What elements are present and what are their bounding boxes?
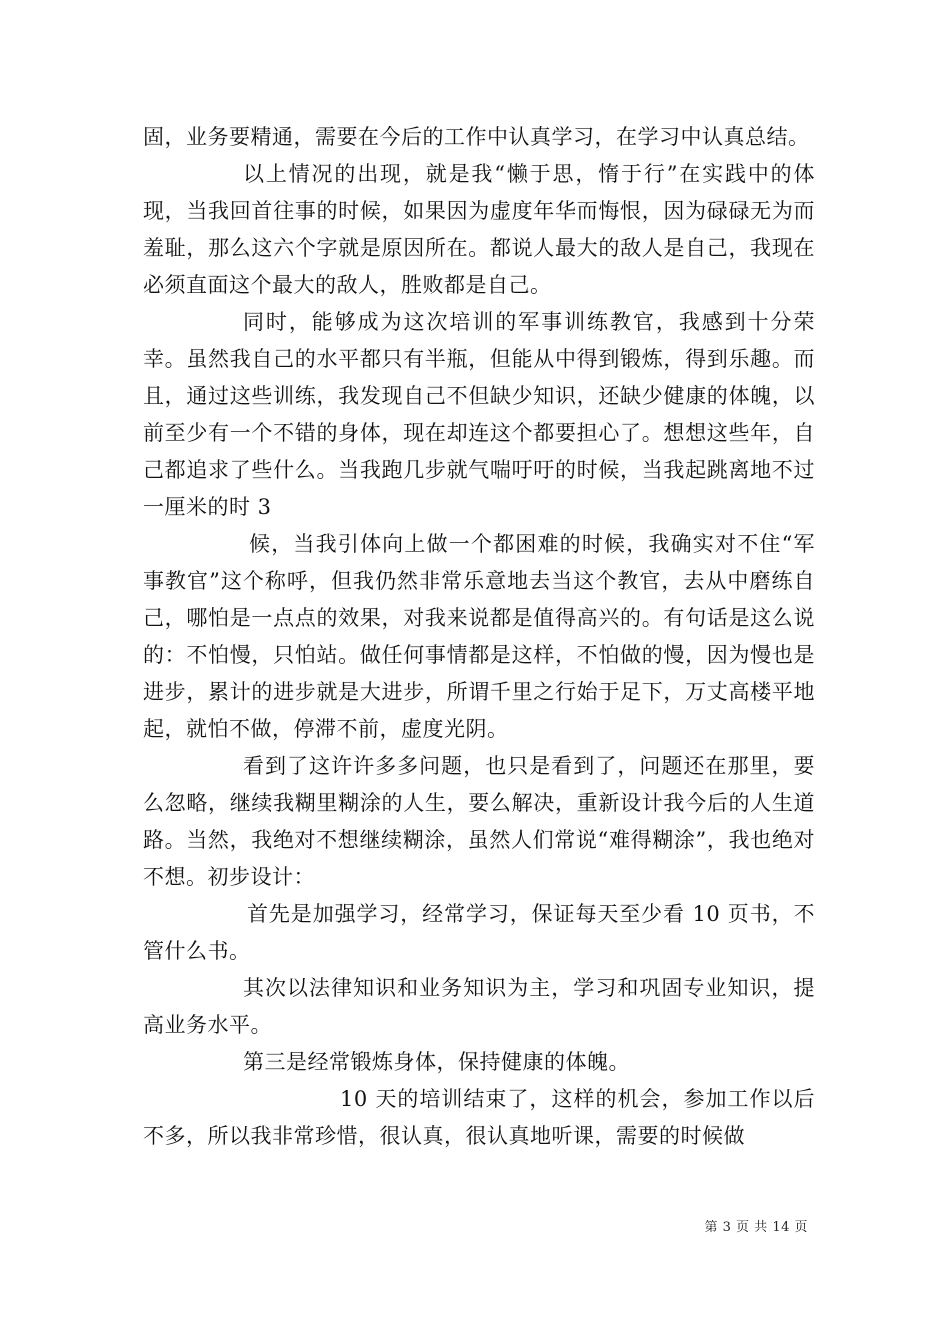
paragraph-6: 首先是加强学习，经常学习，保证每天至少看 10 页书，不管什么书。 — [143, 902, 815, 963]
paragraph-4: 候，当我引体向上做一个都困难的时候，我确实对不住“军事教官”这个称呼，但我仍然非常乐意地去当这个教官，去从中磨练自己，哪怕是一点点的效果，对我来说都是值得高兴的。有句话是这么说的：不怕慢，只怕站。做任何事情都是这样，不怕做的慢，因为慢也是进步，累计的进步就是大进步，所谓千里之行始于足下，万丈高楼平地起，就怕不做，停滞不前，虚度光阴。 — [143, 532, 815, 741]
paragraph-1: 固，业务要精通，需要在今后的工作中认真学习，在学习中认真总结。 — [143, 125, 810, 149]
paragraph-8: 第三是经常锻炼身体，保持健康的体魄。 — [243, 1050, 630, 1074]
paragraph-3: 同时，能够成为这次培训的军事训练教官，我感到十分荣幸。虽然我自己的水平都只有半瓶，但能从中得到锻炼，得到乐趣。而且，通过这些训练，我发现自己不但缺少知识，还缺少健康的体魄，以前至少有一个不错的身体，现在却连这个都要担心了。想想这些年，自己都追求了些什么。当我跑几步就气喘吁吁的时候，当我起跳离地不过一厘米的时 3 — [143, 310, 815, 519]
page-number-footer: 第 3 页 共 14 页 — [704, 1220, 808, 1235]
body-text — [143, 119, 815, 1155]
paragraph-5: 看到了这许许多多问题，也只是看到了，问题还在那里，要么忽略，继续我糊里糊涂的人生，要么解决，重新设计我今后的人生道路。当然，我绝对不想继续糊涂，虽然人们常说“难得糊涂”，我也绝对不想。初步设计： — [143, 754, 815, 889]
paragraph-7: 其次以法律知识和业务知识为主，学习和巩固专业知识，提高业务水平。 — [143, 976, 815, 1037]
paragraph-2: 以上情况的出现，就是我“懒于思，惰于行”在实践中的体现，当我回首往事的时候，如果因为虚度年华而悔恨，因为碌碌无为而羞耻，那么这六个字就是原因所在。都说人最大的敌人是自己，我现在必须直面这个最大的敌人，胜败都是自己。 — [143, 162, 815, 297]
paragraph-9: 10 天的培训结束了，这样的机会，参加工作以后不多，所以我非常珍惜，很认真，很认真地听课，需要的时候做 — [143, 1087, 815, 1148]
